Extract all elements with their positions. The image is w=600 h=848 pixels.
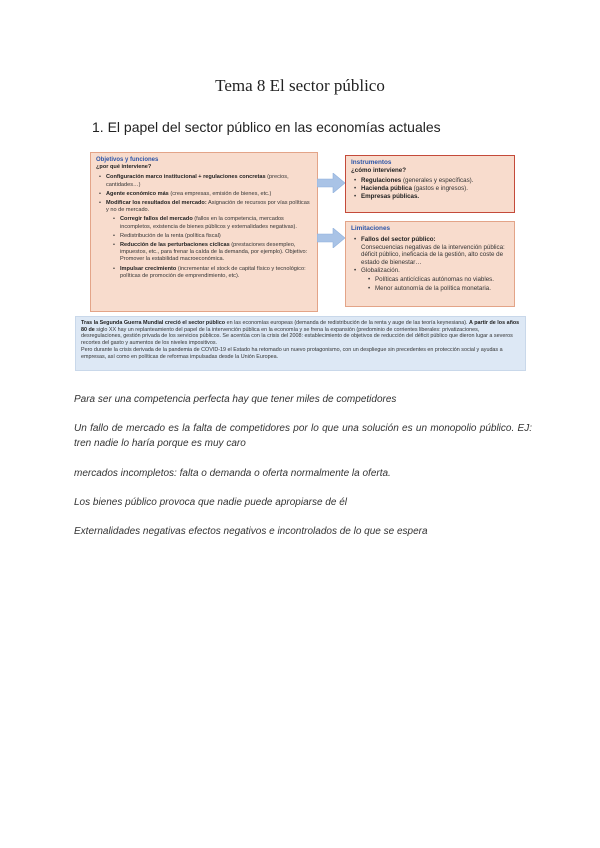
arrow-right-icon <box>317 173 345 193</box>
instruments-question: ¿cómo interviene? <box>351 167 407 174</box>
objectives-box <box>90 152 318 312</box>
objective-item: • Modificar los resultados del mercado: Asignación de recursos por vías políticas y no de mercado. • Corregir fallos del mercado (fallos en la competencia, mercados incompletos, existencia de bienes públicos y externalidades negativas). • Redistribución de la renta (política fiscal) • Reducción de las perturbaciones cíclicas (prestaciones desempleo, impuestos, etc., para frenar la caída de la demanda, por ejemplo). Objetivo: Promover la estabilidad macroeconómica. • Impulsar crecimiento (incrementar el stock de capital físico y tecnológico: políticas de promoción de emprendimiento, etc). <box>106 200 312 280</box>
limit-subitem: • Menor autonomía de la política monetaria. <box>375 285 509 293</box>
note-line: Para ser una competencia perfecta hay que tener miles de competidores <box>74 394 397 405</box>
limit-subitem: • Políticas anticíclicas autónomas no viables. <box>375 276 509 284</box>
context-text: siglo XX hay un replanteamiento del papel de la intervención pública en la economía y se frena la expansión (predominio de corrientes liberales: privatizaciones, desregulaciones, gestión privada de los servicios públicos. Se acentúa con la crisis del 2008: establecimiento de objetivos de reducción del déficit público que dieron lugar a severos recortes del gasto y aumentos de los niveles impositivos. <box>81 326 513 346</box>
objective-subitem: • Redistribución de la renta (política fiscal) <box>120 233 312 240</box>
limits-heading: Limitaciones <box>351 225 391 232</box>
note-line: Los bienes público provoca que nadie puede apropiarse de él <box>74 497 347 508</box>
limits-box <box>345 221 515 307</box>
objective-item: • Configuración marco institucional + regulaciones concretas (precios, cantidades…) <box>106 174 312 188</box>
note-line: mercados incompletos: falta o demanda o oferta normalmente la oferta. <box>74 468 391 479</box>
instruments-heading: Instrumentos <box>351 159 392 166</box>
context-box <box>75 316 526 371</box>
objectives-question: ¿por qué interviene? <box>96 164 152 171</box>
objective-subitem: • Reducción de las perturbaciones cíclicas (prestaciones desempleo, impuestos, etc., para frenar la caída de la demanda, por ejemplo). Objetivo: Promover la estabilidad macroeconómica. <box>120 242 312 264</box>
arrow-right-icon <box>317 228 345 248</box>
note-line: Un fallo de mercado es la falta de competidores por lo que una solución es un monopolio público. EJ: tren nadie lo haría porque es muy caro <box>74 423 532 449</box>
instrument-item: • Empresas públicas. <box>361 193 509 201</box>
context-lead: Tras la Segunda Guerra Mundial creció el sector público <box>81 320 226 326</box>
instruments-box <box>345 155 515 213</box>
limit-description: Consecuencias negativas de la intervención pública: déficit público, ineficacia de la gestión, alto coste de estado de bienestar… <box>361 243 505 266</box>
limit-item: • Globalización. • Políticas anticíclicas autónomas no viables. • Menor autonomía de la política monetaria. <box>361 267 509 292</box>
objective-item: • Agente económico más (crea empresas, emisión de bienes, etc.) <box>106 191 312 198</box>
objective-subitem: • Corregir fallos del mercado (fallos en la competencia, mercados incompletos, existencia de bienes públicos y externalidades negativas). <box>120 216 312 230</box>
page-title: Tema 8 El sector público <box>215 76 385 95</box>
note-line: Externalidades negativas efectos negativos e incontrolados de lo que se espera <box>74 526 428 537</box>
instrument-item: • Regulaciones (generales y específicas). <box>361 177 509 185</box>
limit-item: • Fallos del sector público: Consecuencias negativas de la intervención pública: déficit público, ineficacia de la gestión, alto coste de estado de bienestar… <box>361 236 509 266</box>
section-heading: 1. El papel del sector público en las economías actuales <box>92 119 441 135</box>
instrument-item: • Hacienda pública (gastos e ingresos). <box>361 185 509 193</box>
context-paragraph: Pero durante la crisis derivada de la pandemia de COVID-19 el Estado ha retomado un nuevo protagonismo, con un despliegue sin precedentes en protección social y ayudas a empresas, así como en políticas de reformas impulsadas desde la Unión Europea. <box>81 347 503 360</box>
context-emphasis: A partir de los años 80 de <box>81 320 520 333</box>
objective-subitem: • Impulsar crecimiento (incrementar el stock de capital físico y tecnológico: políticas de promoción de emprendimiento, etc). <box>120 266 312 280</box>
context-text: en las economías europeas (demanda de redistribución de la renta y auge de las teoría keynesiana). <box>225 320 470 326</box>
objectives-heading: Objetivos y funciones <box>96 157 159 163</box>
